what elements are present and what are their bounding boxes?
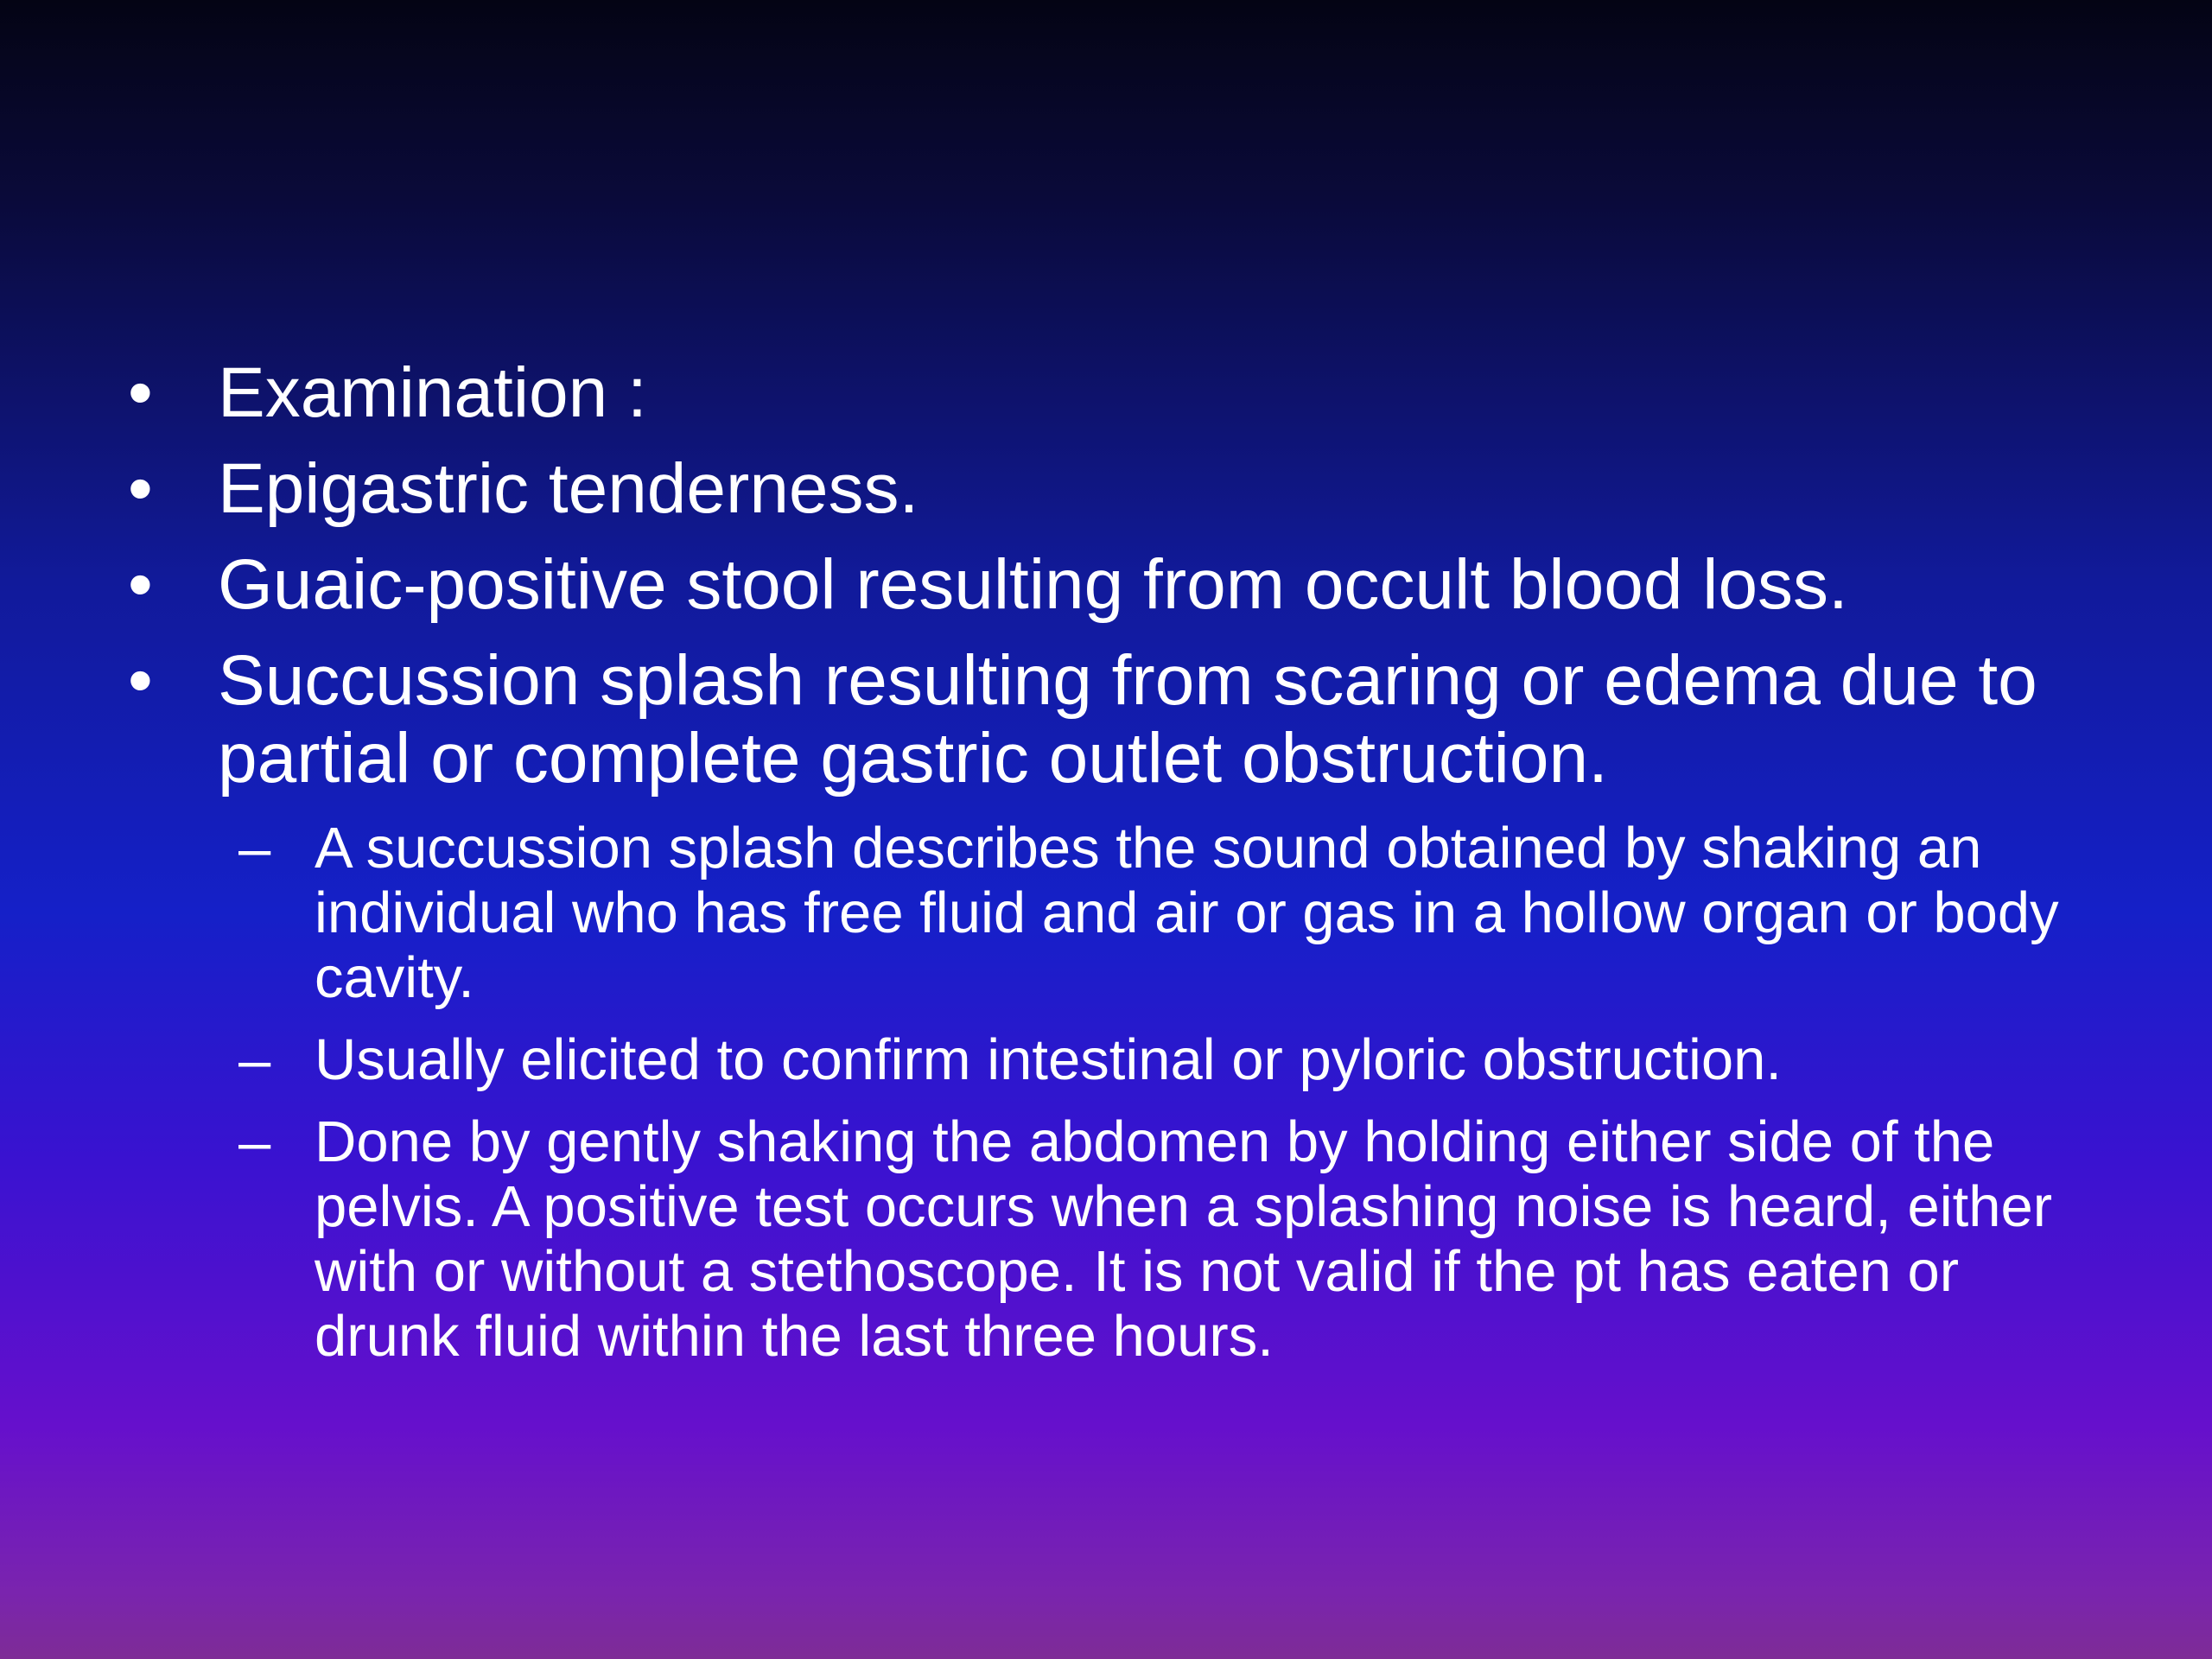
sub-bullet-text: A succussion splash describes the sound obtained by shaking an individual who has free fluid and air or gas in a hollow organ or body cavity. <box>315 816 2059 1010</box>
sub-bullet-text: Done by gently shaking the abdomen by holding either side of the pelvis. A positive test occurs when a splashing noise is heard, either with or without a stethoscope. It is not valid if the pt has eaten or drunk fluid within the last three hours. <box>315 1109 2053 1369</box>
bullet-text: Epigastric tenderness. <box>218 449 919 528</box>
bullet-marker: • <box>128 641 153 720</box>
bullet-text: Succussion splash resulting from scaring or edema due to partial or complete gastric outlet obstruction. <box>218 641 2037 798</box>
sub-bullet-marker: – <box>238 1027 271 1092</box>
sub-bullet-procedure <box>128 1109 2115 1369</box>
bullet-text: Guaic-positive stool resulting from occult blood loss. <box>218 545 1848 624</box>
sub-bullet-text: Usually elicited to confirm intestinal or pyloric obstruction. <box>315 1027 1783 1092</box>
bullet-guaic-positive-stool <box>128 546 2115 624</box>
bullet-marker: • <box>128 449 153 528</box>
sub-bullet-marker: – <box>238 1109 271 1174</box>
bullet-text: Examination : <box>218 353 647 432</box>
bullet-marker: • <box>128 353 153 432</box>
slide-body <box>128 354 2115 1386</box>
sub-bullet-marker: – <box>238 816 271 880</box>
bullet-marker: • <box>128 545 153 624</box>
sub-bullet-usage <box>128 1027 2115 1092</box>
bullet-succussion-splash <box>128 642 2115 798</box>
bullet-examination <box>128 354 2115 432</box>
sub-bullet-definition <box>128 816 2115 1010</box>
bullet-epigastric-tenderness <box>128 450 2115 528</box>
